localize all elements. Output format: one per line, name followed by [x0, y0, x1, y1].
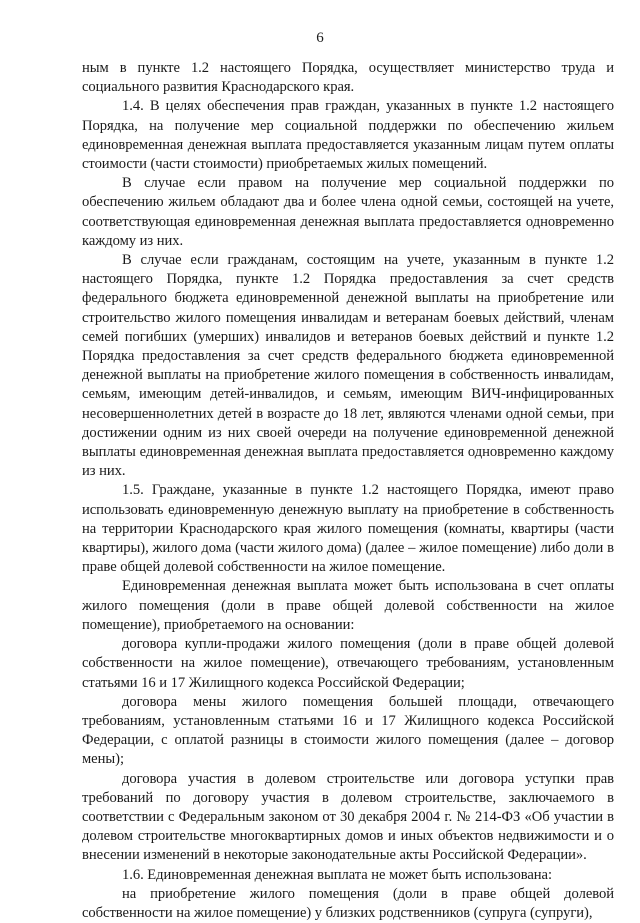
- paragraph-1-4: 1.4. В целях обеспечения прав граждан, указанных в пункте 1.2 настоящего Порядка, на получение мер социальной поддержки по обеспечению жильем единовременная денежная выплата предоставляется указанным лицам путем оплаты стоимости (части стоимости) приобретаемых жилых помещений.: [82, 98, 614, 173]
- paragraph-family-members: В случае если правом на получение мер социальной поддержки по обеспечению жильем обладают два и более члена одной семьи, состоящей на учете, соответствующая единовременная денежная выплата предоставляется одновременно каждому из них.: [82, 175, 614, 249]
- list-item-sale-contract: договора купли-продажи жилого помещения (доли в праве общей долевой собственности на жилое помещение), отвечающего требованиям, установленным статьями 16 и 17 Жилищного кодекса Российской Федерации;: [82, 636, 614, 691]
- paragraph-1-6: 1.6. Единовременная денежная выплата не может быть использована:: [122, 866, 552, 883]
- list-item-exchange-contract: договора мены жилого помещения большей площади, отвечающего требованиям, установленным статьями 16 и 17 Жилищного кодекса Российской Федерации, с оплатой разницы в стоимости жилого помещения (далее – договор мены);: [82, 693, 614, 768]
- paragraph-1-5: 1.5. Граждане, указанные в пункте 1.2 настоящего Порядка, имеют право использовать единовременную денежную выплату на приобретение в собственность на территории Краснодарского края жилого помещения (комнаты, квартиры (части квартиры), жилого дома (части жилого дома) (далее – жилое помещение) либо доли в праве общей долевой собственности на жилое помещение.: [82, 482, 614, 576]
- list-item-shared-construction: договора участия в долевом строительстве или договора уступки прав требований по договору участия в долевом строительстве, заключаемого в соответствии с Федеральным законом от 30 декабря 2004 г. № 214-ФЗ «Об участии в долевом строительстве многоквартирных домов и иных объектов недвижимости и о внесении изменений в некоторые законодательные акты Российской Федерации».: [82, 770, 614, 864]
- paragraph-payment-usage: Единовременная денежная выплата может быть использована в счет оплаты жилого помещения (доли в праве общей долевой собственности на жилое помещение), приобретаемого на основании:: [82, 578, 614, 633]
- list-item-relatives: на приобретение жилого помещения (доли в праве общей долевой собственности на жилое помещение) у близких родственников (супруга (супруги),: [82, 885, 614, 921]
- paragraph-continuation: ным в пункте 1.2 настоящего Порядка, осуществляет министерство труда и социального развития Краснодарского края.: [82, 60, 614, 96]
- page-number: 6: [316, 30, 324, 46]
- document-body: [82, 59, 614, 923]
- paragraph-registered-citizens: В случае если гражданам, состоящим на учете, указанным в пункте 1.2 настоящего Порядка, пункте 1.2 Порядка предоставления за счет средств федерального бюджета единовременной денежной выплаты на приобретение или строительство жилого помещения инвалидам и ветеранам боевых действий, членам семей погибших (умерших) инвалидов и ветеранов боевых действий и пункте 1.2 Порядка предоставления за счет средств федерального бюджета единовременной денежной выплаты на приобретение жилого помещения в собственность инвалидам, семьям, имеющим детей-инвалидов, и семьям, имеющим ВИЧ-инфицированных несовершеннолетних детей в возрасте до 18 лет, являются членами одной семьи, при достижении одним из них своей очереди на получение единовременной денежной выплаты единовременная денежная выплата предоставляется одновременно каждому из них.: [82, 252, 614, 480]
